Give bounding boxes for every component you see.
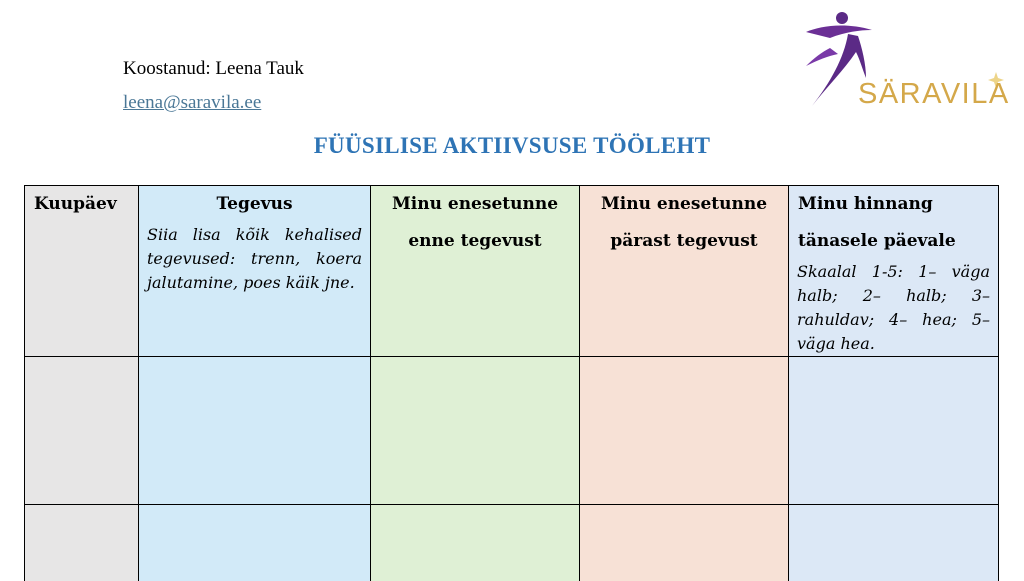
rating-entry-cell[interactable] (789, 357, 999, 505)
feeling-before-entry-cell[interactable] (371, 357, 580, 505)
rating-header-rest: tänasele päevale (798, 231, 956, 251)
header-rating-cell (789, 186, 999, 357)
activity-log-table (24, 185, 999, 581)
column-header-activity: Tegevus (216, 194, 293, 214)
feeling-after-entry-cell[interactable] (580, 505, 789, 581)
rating-scale-note: Skaalal 1-5: 1– väga halb; 2– halb; 3– rahuldav; 4– hea; 5– väga hea. (797, 262, 990, 353)
activity-instruction: Siia lisa kõik kehalised tegevused: trenn, koera jalutamine, poes käik jne. (147, 225, 362, 292)
header-row (25, 186, 999, 357)
column-header-rating (789, 186, 998, 260)
runner-logo-icon (800, 8, 1015, 116)
column-header-date: Kuupäev (34, 194, 117, 214)
logo-wordmark: SÄRAVILA (858, 78, 1010, 110)
column-header-feeling-after: Minu enesetunne pärast tegevust (600, 194, 768, 251)
worksheet-title: FÜÜSILISE AKTIIVSUSE TÖÖLEHT (313, 133, 711, 158)
activity-entry-cell[interactable] (139, 505, 371, 581)
header-before-cell (371, 186, 580, 357)
header-after-cell (580, 186, 789, 357)
feeling-after-entry-cell[interactable] (580, 357, 789, 505)
table-row (25, 357, 999, 505)
header-date-cell (25, 186, 139, 357)
rating-header-word-2: hinnang (853, 194, 933, 214)
date-entry-cell[interactable] (25, 505, 139, 581)
feeling-before-entry-cell[interactable] (371, 505, 580, 581)
saravila-logo (800, 8, 1015, 116)
header-activity-cell (139, 186, 371, 357)
table-row (25, 505, 999, 581)
activity-entry-cell[interactable] (139, 357, 371, 505)
rating-header-word-1: Minu (798, 194, 848, 214)
column-header-feeling-before: Minu enesetunne enne tegevust (391, 194, 559, 251)
email-link[interactable]: leena@saravila.ee (123, 92, 262, 113)
rating-entry-cell[interactable] (789, 505, 999, 581)
date-entry-cell[interactable] (25, 357, 139, 505)
author-line: Koostanud: Leena Tauk (123, 58, 304, 79)
